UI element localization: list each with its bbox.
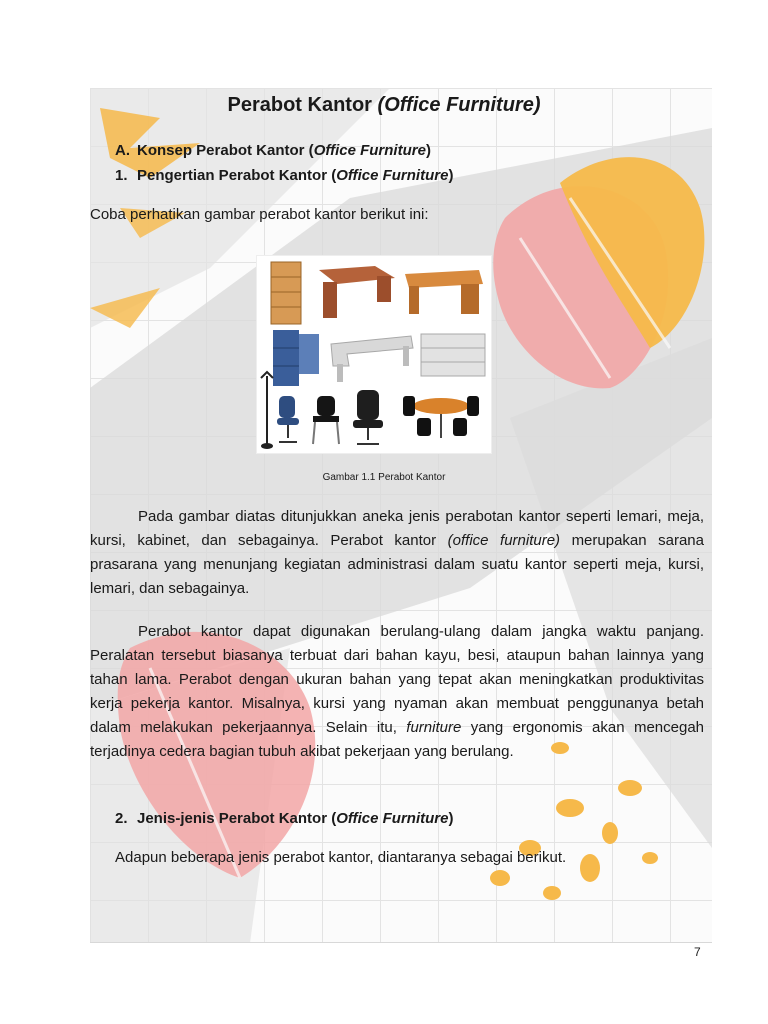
figure-caption: Gambar 1.1 Perabot Kantor [322,472,446,483]
heading-section-2: 2. [115,810,128,827]
heading-section-1-text: Pengertian Perabot Kantor (Office Furniture) [137,167,454,184]
executive-chair-icon [353,390,383,444]
intro-text: Coba perhatikan gambar perabot kantor berikut ini: [90,206,429,223]
page-title: Perabot Kantor (Office Furniture) [227,94,541,116]
heading-section-1: 1. [115,167,128,184]
coat-stand-icon [261,372,273,449]
visitor-chair-icon [313,396,339,444]
heading-section-2-text: Jenis-jenis Perabot Kantor (Office Furniture) [137,810,454,827]
heading-section-a: A. [115,142,130,159]
paragraph-2: Perabot kantor dapat digunakan berulang-ulang dalam jangka waktu panjang. Peralatan tersebut biasanya terbuat dari bahan kayu, besi, ataupun bahan lainnya yang tahan lama. Perabot dengan ukuran bahan yang tepat akan meningkatkan produktivitas kerja pekerja kantor. Misalnya, kursi yang nyaman akan membuat penggunanya betah dalam melakukan pekerjaannya. Selain itu, furniture yang ergonomis akan mencegah terjadinya cedera bagian tubuh akibat pekerjaan yang berulang. [90,623,705,760]
office-desk-icon [405,270,483,314]
corner-desk-icon [331,336,413,382]
office-furniture-image [256,255,492,454]
round-meeting-table-icon [403,396,479,438]
page-number: 7 [694,945,701,959]
drawer-cabinet-icon [421,334,485,376]
closing-text: Adapun beberapa jenis perabot kantor, diantaranya sebagai berikut. [115,849,567,866]
paragraph-1: Pada gambar diatas ditunjukkan aneka jenis perabotan kantor seperti lemari, meja, kursi, kabinet, dan sebagainya. Perabot kantor (office furniture) merupakan sarana prasarana yang menunjang kegiatan administrasi dalam suatu kantor seperti meja, kursi, lemari, dan sebagainya. [90,508,704,597]
office-chair-icon [277,396,299,442]
filing-cabinet-icon [273,330,319,386]
l-shaped-desk-icon [319,266,395,318]
bookshelf-icon [271,262,301,324]
heading-section-a-text: Konsep Perabot Kantor (Office Furniture) [137,142,431,159]
